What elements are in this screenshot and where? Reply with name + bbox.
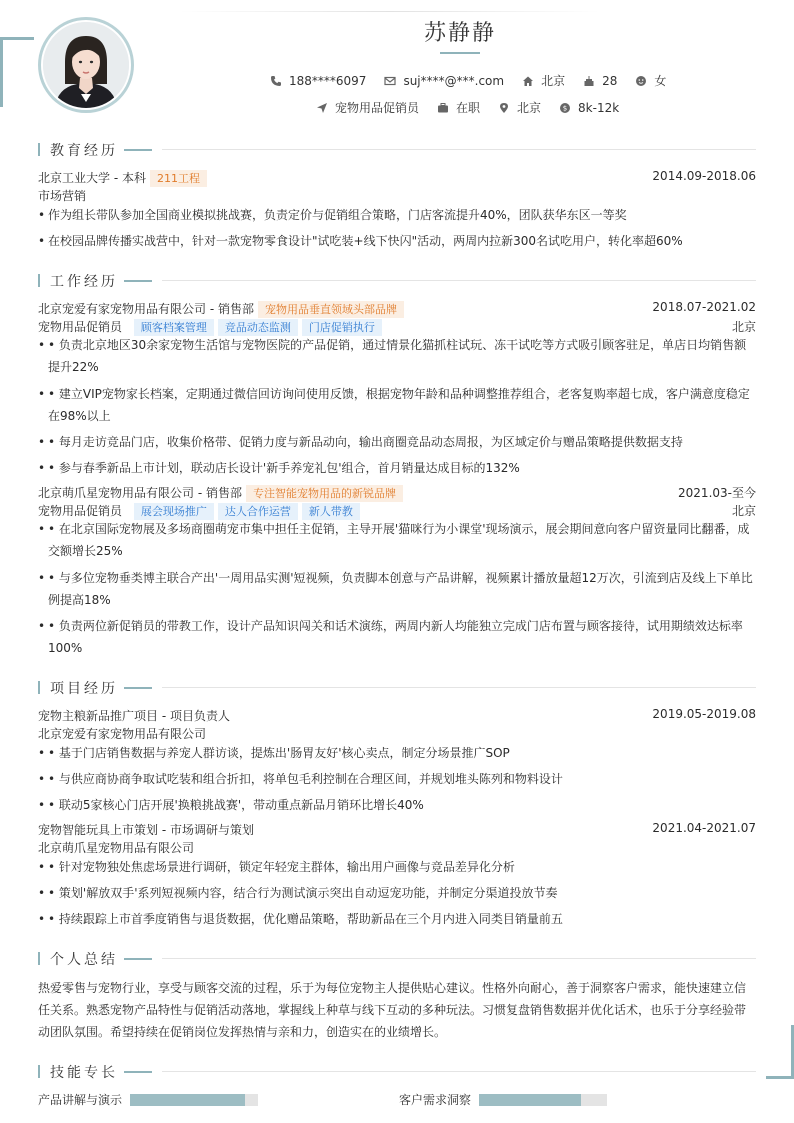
- role-text: 宠物用品促销员: [38, 320, 123, 334]
- section-header-work: [38, 272, 756, 290]
- home-icon: [522, 75, 534, 87]
- work-bullet: • • 负责北京地区30余家宠物生活馆与宠物医院的产品促销，通过情景化猫抓柱试玩、冻干试吃等方式吸引顾客驻足，单店日均销售额提升22%: [38, 334, 756, 378]
- work-bullet: • • 建立VIP宠物家长档案，定期通过微信回访询问使用反馈，根据宠物年龄和品种调整推荐组合，老客复购率超七成，客户满意度稳定在98%以上: [38, 383, 756, 427]
- gender-text: 女: [654, 74, 667, 88]
- salary-item: [559, 99, 619, 116]
- header-top-rule: [180, 11, 600, 12]
- section-title: 个人总结: [50, 952, 118, 968]
- company-name: 北京宠爱有家宠物用品有限公司 - 销售部: [38, 302, 254, 316]
- work-location: 北京: [731, 320, 756, 334]
- project-title: 宠物智能玩具上市策划 - 市场调研与策划: [38, 823, 254, 837]
- city-text: 北京: [541, 74, 566, 88]
- city-item: [522, 72, 565, 89]
- skill-tag: 竞品动态监测: [218, 319, 298, 336]
- skill-level-bar: [130, 1094, 258, 1106]
- skill-tag: 顾客档案管理: [134, 319, 214, 336]
- company-tag: 专注智能宠物用品的新锐品牌: [246, 485, 403, 502]
- cake-icon: [583, 75, 595, 87]
- work-company-row: [38, 484, 756, 501]
- target-role-item: [316, 99, 419, 116]
- project-bullet: • • 与供应商协商争取试吃装和组合折扣，将单包毛利控制在合理区间，并规划堆头陈列和物料设计: [38, 768, 756, 790]
- skill-level-bar: [479, 1094, 607, 1106]
- work-bullet: • • 负责两位新促销员的带教工作，设计产品知识闯关和话术演练，两周内新人均能独立完成门店布置与顾客接待，试用期绩效达标率100%: [38, 615, 756, 659]
- project-title-row: [38, 707, 756, 724]
- skill-item: [38, 1091, 258, 1108]
- project-bullet: • • 联动5家核心门店开展'换粮挑战赛'，带动重点新品月销环比增长40%: [38, 794, 756, 816]
- section-title: 教育经历: [50, 143, 118, 159]
- skill-tag: 展会现场推广: [134, 503, 214, 520]
- skill-name: 产品讲解与演示: [38, 1093, 123, 1107]
- age-item: [583, 72, 617, 89]
- company-tag: 宠物用品垂直领域头部品牌: [258, 301, 404, 318]
- candidate-name: 苏静静: [423, 21, 496, 46]
- skill-item: [399, 1091, 607, 1108]
- skill-tag: 门店促销执行: [302, 319, 382, 336]
- status-text: 在职: [456, 101, 481, 115]
- project-company-text: 北京萌爪星宠物用品有限公司: [38, 841, 195, 855]
- salary-text: 8k-12k: [578, 100, 620, 115]
- work-company-row: [38, 300, 756, 317]
- corner-decoration-top-left: [0, 37, 34, 107]
- job-intent-row: [316, 99, 794, 116]
- project-date: 2019.05-2019.08: [652, 707, 756, 721]
- name-underline: [440, 52, 480, 54]
- phone-item: [270, 72, 366, 89]
- email-item: [384, 72, 504, 89]
- face-icon: [635, 75, 647, 87]
- coin-icon: [559, 102, 571, 114]
- project-title-row: [38, 821, 756, 838]
- section-title: 技能专长: [50, 1065, 118, 1081]
- skill-tag: 达人合作运营: [218, 503, 298, 520]
- phone-icon: [270, 75, 282, 87]
- major-text: 市场营销: [38, 189, 87, 203]
- work-role-row: [38, 318, 756, 335]
- skill-level-fill: [479, 1094, 581, 1106]
- work-date: 2021.03-至今: [678, 486, 756, 500]
- work-bullet: • • 参与春季新品上市计划，联动店长设计'新手养宠礼包'组合，首月销量达成目标的132%: [38, 457, 756, 479]
- work-bullet: • • 在北京国际宠物展及多场商圈萌宠市集中担任主促销，主导开展'猫咪行为小课堂'现场演示，展会期间意向客户留资量同比翻番，成交额增长25%: [38, 518, 756, 562]
- target-city-text: 北京: [517, 101, 542, 115]
- target-role-text: 宠物用品促销员: [335, 101, 420, 115]
- education-school-row: [38, 169, 756, 186]
- contact-info-row: [270, 72, 794, 89]
- project-bullet: • • 持续跟踪上市首季度销售与退货数据，优化赠品策略，帮助新品在三个月内进入同类目销量前五: [38, 908, 756, 930]
- section-header-skills: [38, 1063, 756, 1081]
- target-city-item: [498, 99, 541, 116]
- skill-tag: 新人带教: [302, 503, 360, 520]
- location-pin-icon: [498, 102, 510, 114]
- skill-name: 客户需求洞察: [399, 1093, 472, 1107]
- project-company: [38, 725, 756, 742]
- project-company: [38, 839, 756, 856]
- work-bullet: • • 与多位宠物垂类博主联合产出'一周用品实测'短视频，负责脚本创意与产品讲解，视频累计播放量超12万次，引流到店及线上下单比例提高18%: [38, 567, 756, 611]
- school-name: 北京工业大学 - 本科: [38, 171, 146, 185]
- project-company-text: 北京宠爱有家宠物用品有限公司: [38, 727, 207, 741]
- gender-item: [635, 72, 666, 89]
- summary-text: 热爱零售与宠物行业，享受与顾客交流的过程，乐于为每位宠物主人提供贴心建议。性格外向耐心，善于洞察客户需求，能快速建立信任关系。熟悉宠物产品特性与促销活动落地，掌握线上种草与线下互动的多种玩法。习惯复盘销售数据并优化话术，也乐于分享经验带动团队氛围。希望持续在促销岗位发挥热情与亲和力，创造实在的业绩增长。: [38, 981, 747, 1039]
- project-bullet: • • 基于门店销售数据与养宠人群访谈，提炼出'肠胃友好'核心卖点，制定分场景推广SOP: [38, 742, 756, 764]
- work-location: 北京: [731, 504, 756, 518]
- status-item: [437, 99, 480, 116]
- education-major: [38, 187, 756, 204]
- role-text: 宠物用品促销员: [38, 504, 123, 518]
- section-header-projects: [38, 679, 756, 697]
- education-bullet: • 在校园品牌传播实战营中，针对一款宠物零食设计"试吃装+线下快闪"活动，两周内拉新300名试吃用户，转化率超60%: [38, 230, 756, 252]
- project-date: 2021.04-2021.07: [652, 821, 756, 835]
- education-date: 2014.09-2018.06: [652, 169, 756, 183]
- send-icon: [316, 102, 328, 114]
- work-role-row: [38, 502, 756, 519]
- email-text: suj****@***.com: [403, 73, 505, 88]
- section-title: 工作经历: [50, 274, 118, 290]
- project-bullet: • • 针对宠物独处焦虑场景进行调研，锁定年轻宠主群体，输出用户画像与竞品差异化分析: [38, 856, 756, 878]
- section-header-education: [38, 141, 756, 159]
- project-title: 宠物主粮新品推广项目 - 项目负责人: [38, 709, 230, 723]
- project-bullet: • • 策划'解放双手'系列短视频内容，结合行为测试演示突出自动逗宠功能，并制定分渠道投放节奏: [38, 882, 756, 904]
- section-header-summary: [38, 950, 756, 968]
- mail-icon: [384, 75, 396, 87]
- work-date: 2018.07-2021.02: [652, 300, 756, 314]
- phone-text: 188****6097: [289, 73, 367, 88]
- company-name: 北京萌爪星宠物用品有限公司 - 销售部: [38, 486, 242, 500]
- corner-decoration-bottom-right: [766, 1025, 794, 1079]
- briefcase-icon: [437, 102, 449, 114]
- section-title: 项目经历: [50, 681, 118, 697]
- education-bullet: • 作为组长带队参加全国商业模拟挑战赛，负责定价与促销组合策略，门店客流提升40%，团队获华东区一等奖: [38, 204, 756, 226]
- work-bullet: • • 每月走访竞品门店，收集价格带、促销力度与新品动向，输出商圈竞品动态周报，为区域定价与赠品策略提供数据支持: [38, 431, 756, 453]
- svg-text:$: $: [562, 104, 568, 113]
- school-tag: 211工程: [150, 170, 207, 187]
- skill-level-fill: [130, 1094, 245, 1106]
- age-text: 28: [602, 73, 618, 88]
